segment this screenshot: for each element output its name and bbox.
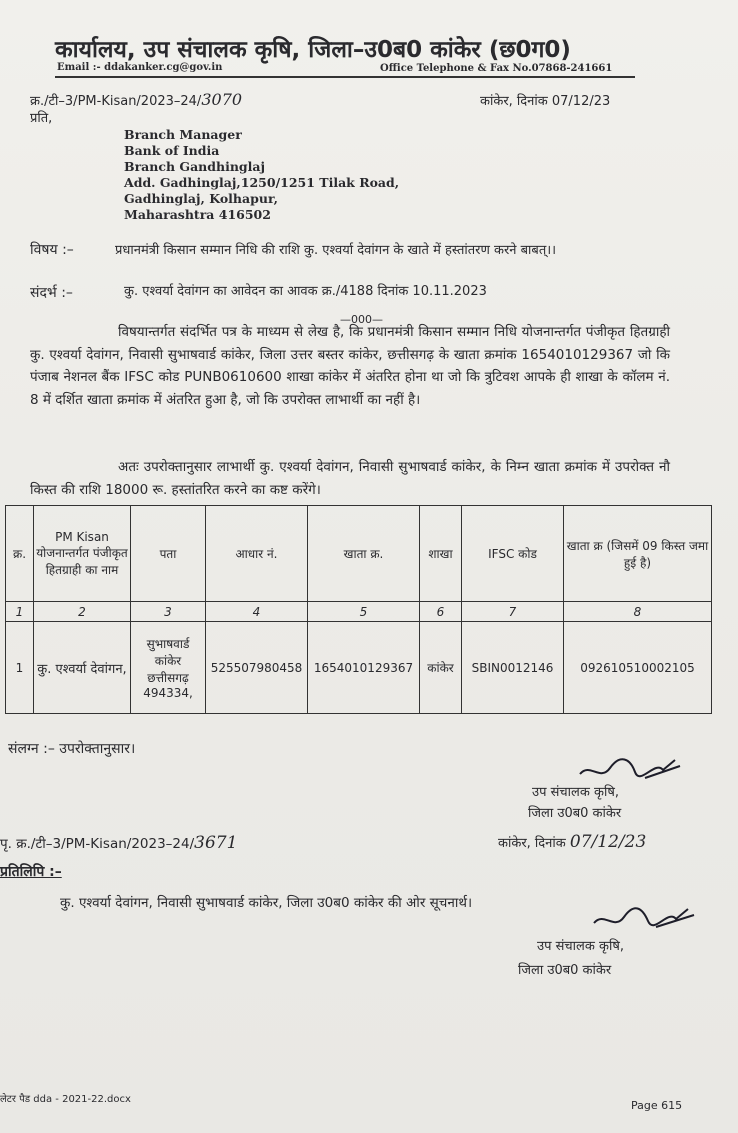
copy-signatory-designation: उप संचालक कृषि, bbox=[537, 939, 624, 954]
footer-filename: लेटर पैड dda - 2021-22.docx bbox=[0, 1094, 131, 1105]
signatory-office: जिला उ0ब0 कांकेर bbox=[528, 806, 622, 821]
table-cell: 1654010129367 bbox=[308, 622, 420, 714]
address-line: Branch Gandhinglaj bbox=[124, 159, 266, 174]
table-header-cell: IFSC कोड bbox=[462, 506, 564, 602]
ref-prefix: क्र./टी–3/PM-Kisan/2023–24/ bbox=[30, 94, 202, 109]
table-header-cell: PM Kisan योजनान्तर्गत पंजीकृत हितग्राही का नाम bbox=[34, 506, 131, 602]
letter-reference bbox=[30, 90, 242, 109]
table-cell: 525507980458 bbox=[206, 622, 308, 714]
table-cell: 092610510002105 bbox=[564, 622, 712, 714]
table-header-row bbox=[6, 506, 712, 602]
endorsement-reference bbox=[0, 833, 237, 853]
signature-place-date bbox=[498, 832, 646, 852]
beneficiary-table bbox=[5, 505, 712, 714]
table-header-cell: आधार नं. bbox=[206, 506, 308, 602]
table-header-cell: शाखा bbox=[420, 506, 462, 602]
signature-scribble bbox=[590, 903, 700, 935]
recipient-address bbox=[124, 127, 399, 223]
table-cell: 1 bbox=[6, 622, 34, 714]
address-line: Bank of India bbox=[124, 143, 220, 158]
table-header-cell: क्र. bbox=[6, 506, 34, 602]
address-line: Add. Gadhinglaj,1250/1251 Tilak Road, bbox=[124, 175, 400, 190]
table-header-cell: पता bbox=[131, 506, 206, 602]
column-number: 6 bbox=[420, 602, 462, 622]
endorsement-ref-number: 3671 bbox=[194, 833, 238, 853]
office-phone: Office Telephone & Fax No.07868-241661 bbox=[380, 63, 613, 74]
column-number: 3 bbox=[131, 602, 206, 622]
copy-to-label: प्रतिलिपि :– bbox=[0, 864, 62, 880]
address-line: Branch Manager bbox=[124, 127, 242, 142]
copy-signatory-office: जिला उ0ब0 कांकेर bbox=[518, 963, 612, 978]
enclosure-text: संलग्न :– उपरोक्तानुसार। bbox=[8, 741, 136, 757]
place-date-prefix: कांकेर, दिनांक bbox=[498, 836, 566, 851]
signatory-designation: उप संचालक कृषि, bbox=[532, 785, 619, 800]
office-title: कार्यालय, उप संचालक कृषि, जिला–उ0ब0 कांकेर (छ0ग0) bbox=[55, 37, 571, 63]
letter-place-date: कांकेर, दिनांक 07/12/23 bbox=[480, 94, 611, 109]
endorsement-ref-prefix: पृ. क्र./टी–3/PM-Kisan/2023–24/ bbox=[0, 836, 195, 852]
copy-to-text: कु. एश्वर्या देवांगन, निवासी सुभाषवार्ड कांकेर, जिला उ0ब0 कांकेर की ओर सूचनार्थ। bbox=[60, 895, 473, 911]
table-header-cell: खाता क्र. bbox=[308, 506, 420, 602]
header-rule bbox=[55, 76, 635, 78]
address-line: Gadhinglaj, Kolhapur, bbox=[124, 191, 278, 206]
column-number: 1 bbox=[6, 602, 34, 622]
handwritten-date: 07/12/23 bbox=[569, 832, 647, 852]
reference-text: कु. एश्वर्या देवांगन का आवेदन का आवक क्र./4188 दिनांक 10.11.2023 bbox=[124, 284, 487, 299]
reference-label: संदर्भ :– bbox=[30, 285, 73, 301]
table-header-cell: खाता क्र (जिसमें 09 किस्त जमा हुई है) bbox=[564, 506, 712, 602]
page-number: Page 615 bbox=[631, 1099, 683, 1112]
to-label: प्रति, bbox=[30, 111, 53, 126]
table-number-row bbox=[6, 602, 712, 622]
table-row bbox=[6, 622, 712, 714]
column-number: 4 bbox=[206, 602, 308, 622]
subject-label: विषय :– bbox=[30, 242, 74, 258]
subject-text: प्रधानमंत्री किसान सम्मान निधि की राशि कु. एश्वर्या देवांगन के खाते में हस्तांतरण करने बाबत्।। bbox=[115, 243, 557, 258]
body-paragraph-1: विषयान्तर्गत संदर्भित पत्र के माध्यम से लेख है, कि प्रधानमंत्री किसान सम्मान निधि योजनान्तर्गत पंजीकृत हितग्राही कु. एश्वर्या देवांगन, निवासी सुभाषवार्ड कांकेर, जिला उत्तर बस्तर कांकेर, छत्तीसगढ़ के खाता क्रमांक 1654010129367 जो कि पंजाब नेशनल बैंक IFSC कोड PUNB0610600 शाखा कांकेर में अंतरित होना था जो कि त्रुटिवश आपके ही शाखा के कॉलम नं. 8 में दर्शित खाता क्रमांक में अंतरित हुआ है, जो कि उपरोक्त लाभार्थी का नहीं है। bbox=[30, 324, 670, 408]
address-line: Maharashtra 416502 bbox=[124, 207, 271, 222]
column-number: 5 bbox=[308, 602, 420, 622]
ref-number: 3070 bbox=[201, 90, 243, 109]
separator: —000— bbox=[340, 313, 383, 326]
office-email: Email :- ddakanker.cg@gov.in bbox=[57, 62, 223, 73]
table-cell: SBIN0012146 bbox=[462, 622, 564, 714]
column-number: 8 bbox=[564, 602, 712, 622]
table-cell: कांकेर bbox=[420, 622, 462, 714]
body-paragraph-2: अतः उपरोक्तानुसार लाभार्थी कु. एश्वर्या देवांगन, निवासी सुभाषवार्ड कांकेर, के निम्न खाता क्रमांक में उपरोक्त नौ किस्त की राशि 18000 रू. हस्तांतरित करने का कष्ट करेंगे। bbox=[30, 459, 670, 498]
column-number: 2 bbox=[34, 602, 131, 622]
table-cell: सुभाषवार्ड कांकेर छत्तीसगढ़ 494334, bbox=[131, 622, 206, 714]
column-number: 7 bbox=[462, 602, 564, 622]
table-cell: कु. एश्वर्या देवांगन, bbox=[34, 622, 131, 714]
